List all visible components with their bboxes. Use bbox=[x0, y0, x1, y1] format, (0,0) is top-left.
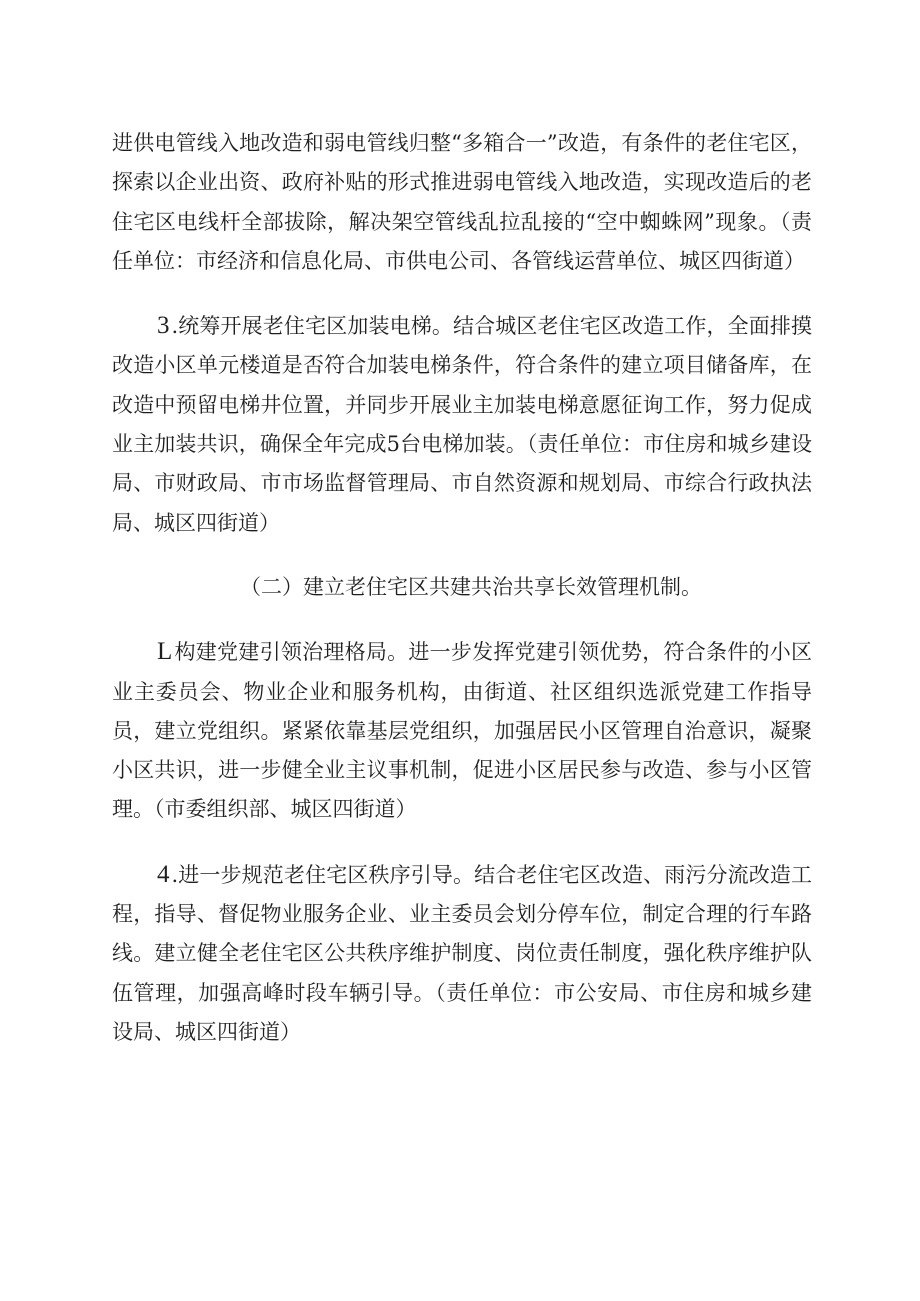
document-body bbox=[112, 124, 812, 1052]
paragraph-gap bbox=[112, 607, 812, 632]
item-number: 4 bbox=[157, 860, 170, 888]
paragraph-gap bbox=[112, 281, 812, 306]
section-heading bbox=[112, 568, 812, 607]
paragraph-text: 进供电管线入地改造和弱电管线归整“多箱合一”改造，有条件的老住宅区，探索以企业出资、政府补贴的形式推进弱电管线入地改造，实现改造后的老住宅区电线杆全部拔除，解决架空管线乱拉乱接的“空中蜘蛛网”现象。（责任单位：市经济和信息化局、市供电公司、各管线运营单位、城区四街道） bbox=[112, 131, 812, 273]
heading-text: （二）建立老住宅区共建共治共享长效管理机制。 bbox=[240, 574, 702, 599]
paragraph-text: 构建党建引领治理格局。进一步发挥党建引领优势，符合条件的小区业主委员会、物业企业和服务机构，由街道、社区组织选派党建工作指导员，建立党组织。紧紧依靠基层党组织，加强居民小区管理自治意识，凝聚小区共识，进一步健全业主议事机制，促进小区居民参与改造、参与小区管理。（市委组织部、城区四街道） bbox=[112, 640, 812, 822]
paragraph-item-L bbox=[112, 632, 812, 829]
paragraph-continuation bbox=[112, 124, 812, 281]
paragraph-text: .统筹开展老住宅区加装电梯。结合城区老住宅区改造工作，全面排摸改造小区单元楼道是否符合加装电梯条件，符合条件的建立项目储备库，在改造中预留电梯井位置，并同步开展业主加装电梯意愿征询工作，努力促成业主加装共识，确保全年完成5台电梯加装。（责任单位：市住房和城乡建设局、市财政局、市市场监督管理局、市自然资源和规划局、市综合行政执法局、城区四街道） bbox=[112, 314, 812, 535]
paragraph-item-4 bbox=[112, 855, 812, 1052]
paragraph-item-3 bbox=[112, 306, 812, 543]
item-number: 3 bbox=[157, 312, 170, 340]
paragraph-gap bbox=[112, 830, 812, 855]
paragraph-gap bbox=[112, 543, 812, 568]
item-number: L bbox=[157, 638, 173, 666]
paragraph-text: .进一步规范老住宅区秩序引导。结合老住宅区改造、雨污分流改造工程，指导、督促物业服务企业、业主委员会划分停车位，制定合理的行车路线。建立健全老住宅区公共秩序维护制度、岗位责任制度，强化秩序维护队伍管理，加强高峰时段车辆引导。（责任单位：市公安局、市住房和城乡建设局、城区四街道） bbox=[112, 862, 812, 1044]
